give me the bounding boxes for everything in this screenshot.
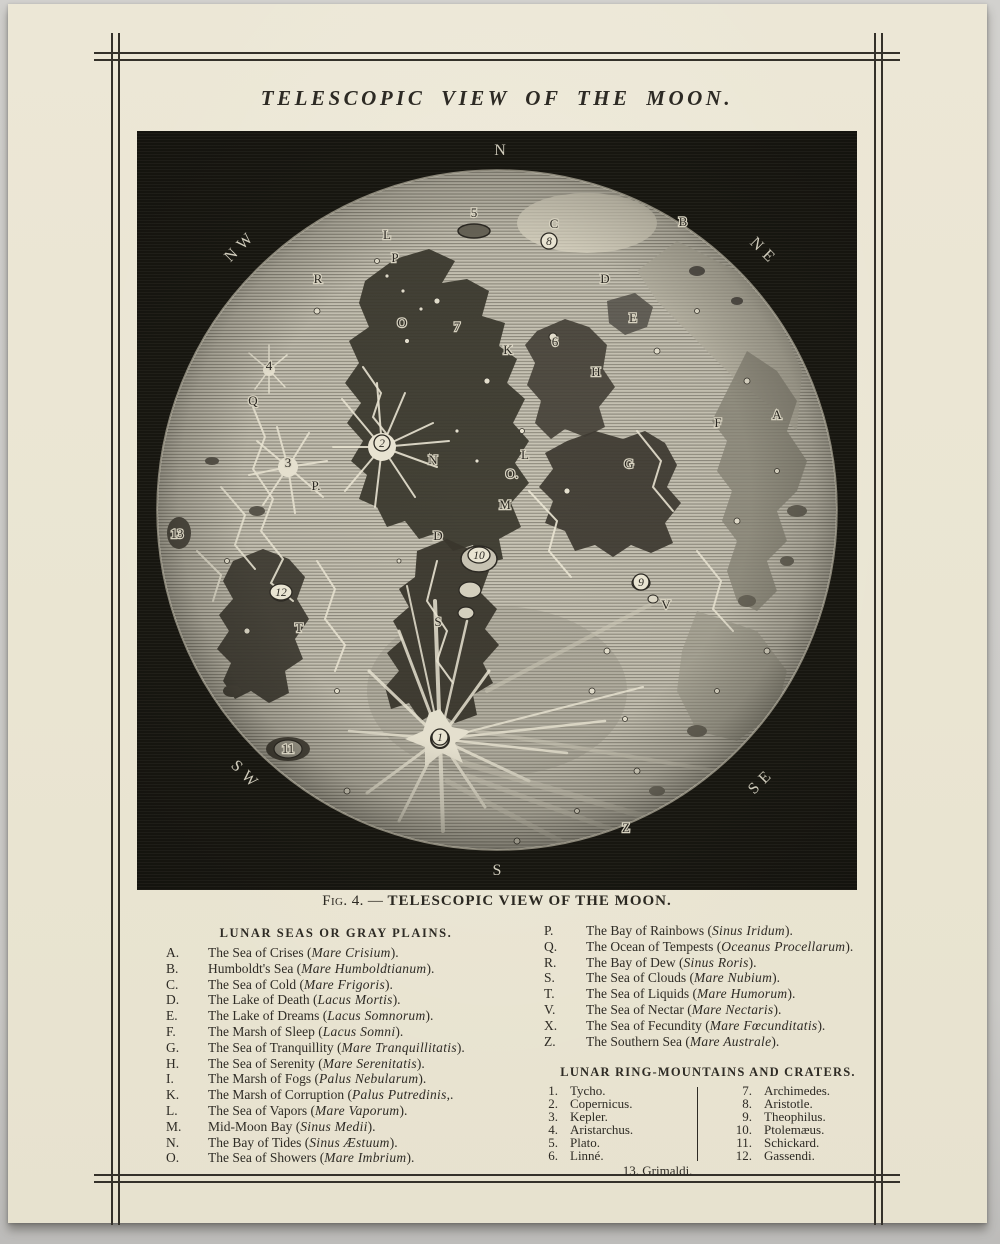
moon-feature-label: 9 [638,577,644,589]
figure-caption [114,893,880,910]
moon-feature-label: 11 [281,741,295,756]
legend-item-text: The Ocean of Tempests (Oceanus Procellarum). [586,938,854,954]
legend-item-text: The Sea of Tranquillity (Mare Tranquillitatis). [208,1039,465,1055]
legend-item-text: The Sea of Serenity (Mare Serenitatis). [208,1055,425,1071]
moon-feature-label: M [499,497,511,512]
legend-item-key: S. [544,970,555,986]
crater-item [708,1147,888,1163]
moon-feature-label: N [428,452,438,467]
legend-sea-item [528,923,888,939]
legend-sea-item [528,970,888,986]
moon-feature-label: D [600,271,610,286]
legend-item-text: The Bay of Tides (Sinus Æstuum). [208,1134,398,1150]
legend-item-text: The Sea of Vapors (Mare Vaporum). [208,1102,408,1118]
moon-feature-label: G [624,456,634,471]
legend-item-text: The Lake of Death (Lacus Mortis). [208,992,401,1008]
moon-feature-label: F [714,415,722,430]
moon-feature-label: Q [248,393,258,408]
moon-feature-label: 2 [379,438,385,450]
moon-feature-label: B [678,214,688,229]
legend-sea-item [150,1056,522,1072]
moon-feature-label: P [391,250,399,265]
moon-feature-label: 6 [551,334,559,349]
crater-number: 7. [742,1083,752,1099]
legend-item-key: F. [166,1023,176,1039]
caption-dash: — [367,893,384,909]
legend-item-text: The Sea of Showers (Mare Imbrium). [208,1150,415,1166]
crater-name: Tycho. [570,1083,606,1099]
legend-item-text: The Bay of Rainbows (Sinus Iridum). [586,923,793,938]
legend-item-text: The Bay of Dew (Sinus Roris). [586,954,757,970]
moon-feature-label: A [772,407,782,422]
moon-feature-label: E [629,310,637,325]
crater-list-divider [697,1087,698,1160]
legend-item-key: G. [166,1039,180,1055]
legend-item-text: The Marsh of Sleep (Lacus Somni). [208,1023,404,1039]
legend-item-text: The Sea of Fecundity (Mare Fœcunditatis). [586,1017,826,1033]
legend-item-text: Humboldt's Sea (Mare Humboldtianum). [208,960,435,976]
moon-feature-label: R [313,271,323,286]
legend-item-text: Mid-Moon Bay (Sinus Medii). [208,1118,376,1134]
moon-feature-label: P. [311,478,321,493]
crater-name: Copernicus. [570,1096,633,1112]
frame-line-top [94,52,900,61]
moon-feature-label: 3 [284,455,292,470]
crater-grid [528,1085,888,1162]
moon-feature-label: 4 [265,358,273,373]
crater-name: Aristotle. [764,1096,813,1112]
crater-list-right [708,1085,888,1162]
legend-sea-item [528,986,888,1002]
legend-sea-item [150,1024,522,1040]
legend-seas-right-list [528,923,888,1049]
crater-number: 4. [548,1122,558,1138]
compass-label-s: S [492,862,502,879]
legend-sea-item [150,1040,522,1056]
figure-number: Fig. 4. [322,893,364,909]
legend-sea-item [528,955,888,971]
legend-item-key: B. [166,960,179,976]
crater-name: Ptolemæus. [764,1122,825,1138]
legend-item-text: The Lake of Dreams (Lacus Somnorum). [208,1008,434,1024]
crater-number: 9. [742,1109,752,1125]
crater-name: Plato. [570,1135,600,1150]
art-print-paper [8,4,987,1223]
crater-name: Linné. [570,1147,604,1163]
moon-feature-label: 8 [546,236,552,248]
legend-sea-item [150,1135,522,1151]
legend-item-key: E. [166,1008,178,1024]
legend-sea-item [528,1018,888,1034]
legend-sea-item [528,939,888,955]
crater-number: 11. [736,1135,752,1150]
legend-item-key: P. [544,923,554,938]
moon-feature-label: 1 [437,732,443,744]
legend-sea-item [150,977,522,993]
legend-sea-item [150,1071,522,1087]
crater-name: Archimedes. [764,1083,831,1099]
moon-feature-label: 7 [453,319,461,334]
legend-seas-left-column [150,925,522,1166]
frame-line-left [111,33,120,1225]
crater-list-left [528,1085,708,1162]
moon-feature-label: V [661,597,671,612]
crater-name: Theophilus. [764,1109,826,1125]
legend-sea-item [150,1150,522,1166]
crater-name: Gassendi. [764,1147,815,1163]
moon-feature-label: D [433,528,443,543]
legend-sea-item [528,1034,888,1050]
moon-feature-label: 10 [473,550,485,562]
legend-item-key: H. [166,1055,180,1071]
moon-feature-label: 13 [170,526,184,541]
legend-item-key: I. [166,1071,174,1087]
legend-seas-left-list [150,945,522,1166]
legend-item-key: L. [166,1102,178,1118]
legend-item-key: K. [166,1087,180,1103]
moon-feature-label: S [434,614,442,629]
crater-number: 1. [548,1083,558,1099]
crater-name: Aristarchus. [570,1122,634,1138]
legend-sea-item [150,945,522,961]
moon-feature-label: 12 [275,587,287,599]
crater-item-grimaldi: 13. Grimaldi. [622,1162,693,1178]
moon-feature-label: Z [622,820,630,835]
caption-main: TELESCOPIC VIEW [387,893,545,909]
moon-feature-label: L [521,447,529,462]
moon-feature-label: H [591,364,601,379]
crater-number: 6. [548,1147,558,1163]
compass-label-sw: SW [227,757,265,795]
legend-sea-item [150,1103,522,1119]
moon-feature-label: K [503,342,513,357]
legend-item-text: The Sea of Crises (Mare Crisium). [208,945,399,960]
moon-feature-label: T [295,620,303,635]
crater-number: 3. [548,1109,558,1125]
crater-number: 2. [548,1096,558,1112]
legend-item-key: O. [166,1150,180,1166]
crater-number: 10. [735,1122,752,1138]
legend-item-text: The Marsh of Fogs (Palus Nebularum). [208,1071,427,1087]
crater-item [528,1147,708,1163]
moon-feature-label: C [549,216,559,231]
compass-label-nw: NW [221,226,261,266]
legend-item-key: N. [166,1134,180,1150]
legend-sea-item [150,1119,522,1135]
legend-item-key: M. [166,1118,182,1134]
legend-sea-item [150,1008,522,1024]
legend-item-key: Q. [544,938,558,954]
compass-label-se: SE [744,763,779,798]
legend-item-key: X. [544,1017,558,1033]
legend-item-key: C. [166,976,179,992]
legend-item-text: The Sea of Nectar (Mare Nectaris). [586,1001,782,1017]
crater-number: 12. [735,1147,752,1163]
legend-item-key: R. [544,954,557,970]
caption-bold: OF THE MOON. [548,893,672,909]
moon-feature-label: O [397,315,407,330]
legend-seas-right-column [528,923,888,1178]
legend-item-text: The Marsh of Corruption (Palus Putredinis,. [208,1087,454,1103]
legend-item-text: The Sea of Liquids (Mare Humorum). [586,986,796,1002]
legend-item-key: D. [166,992,180,1008]
legend-sea-item [528,1002,888,1018]
legend-sea-item [150,961,522,977]
moon-feature-label: 5 [470,205,478,220]
legend-sea-item [150,1087,522,1103]
moon-feature-label: O. [505,466,519,481]
moon-figure-panel [137,131,857,890]
print-title: TELESCOPIC VIEW OF THE MOON. [260,86,734,110]
legend-item-text: The Sea of Cold (Mare Frigoris). [208,976,393,992]
legend-item-key: A. [166,945,180,960]
compass-label-ne: NE [746,234,782,270]
legend-item-key: Z. [544,1033,556,1049]
moon-feature-label: L [383,227,391,242]
crater-number: 5. [548,1135,558,1150]
crater-number: 8. [742,1096,752,1112]
legend-craters-header: LUNAR RING-MOUNTAINS AND CRATERS. [560,1065,856,1080]
legend-item-text: The Sea of Clouds (Mare Nubium). [586,970,781,986]
legend-sea-item [150,992,522,1008]
crater-name: Kepler. [570,1109,608,1125]
legend-item-text: The Southern Sea (Mare Australe). [586,1033,780,1049]
moon-engraving [137,131,857,890]
legend-item-key: T. [544,986,555,1002]
legend-item-key: V. [544,1001,556,1017]
crater-name: Schickard. [764,1135,820,1150]
legend-seas-header: LUNAR SEAS OR GRAY PLAINS. [219,926,453,940]
compass-label-n: N [494,142,506,159]
